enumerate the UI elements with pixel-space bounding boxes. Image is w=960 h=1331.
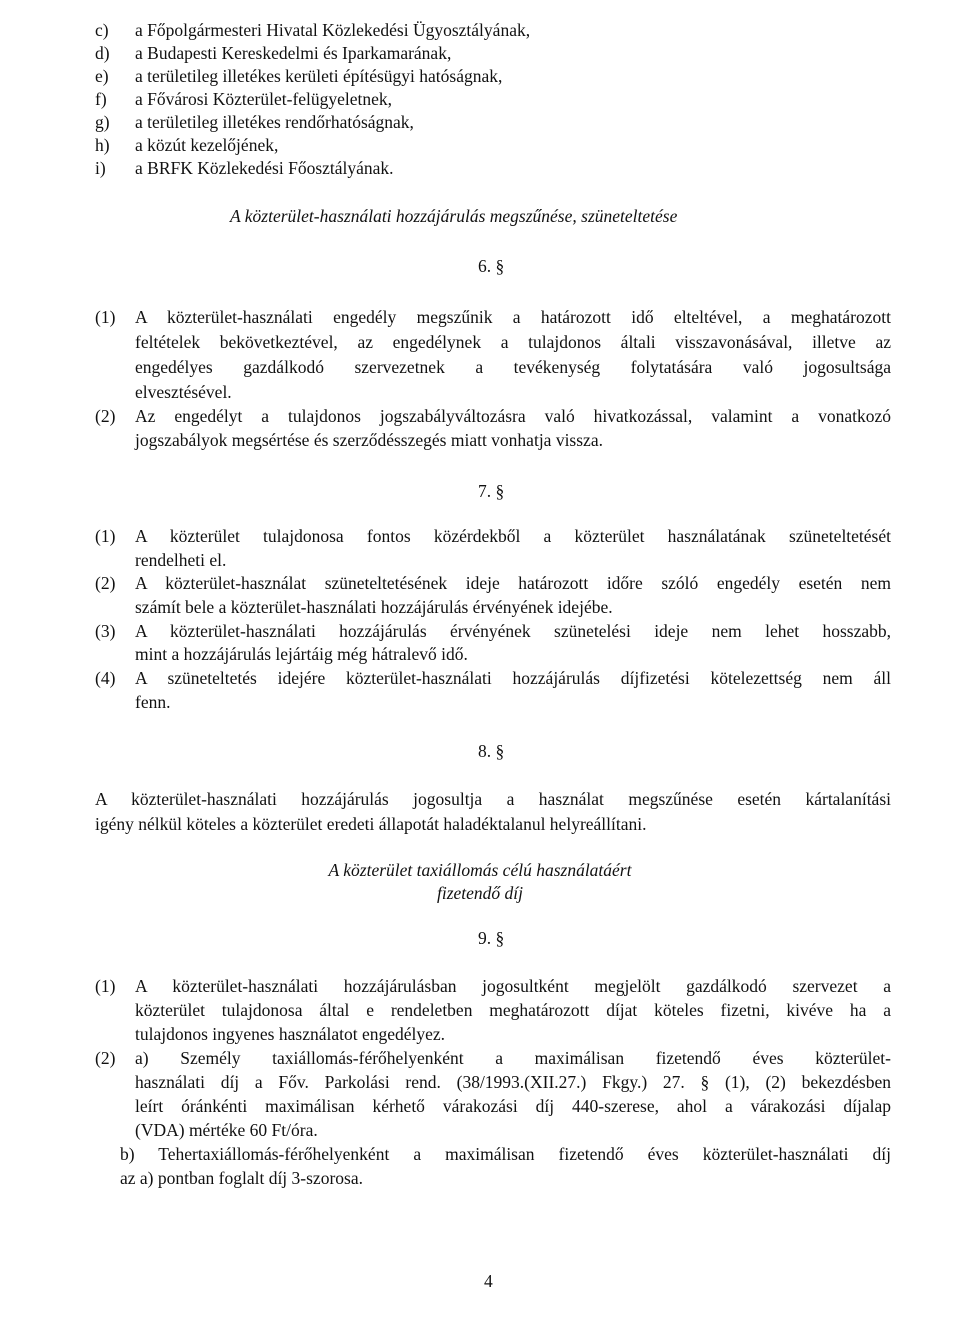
paragraph-marker: (1) bbox=[95, 976, 116, 996]
list-item-text: a területileg illetékes kerületi építésügyi hatóságnak, bbox=[135, 66, 503, 86]
list-item-text: a Fővárosi Közterület-felügyeletnek, bbox=[135, 89, 393, 109]
paragraph-line: A közterület-használati engedély megszűnik a határozott idő elteltével, a meghatározott bbox=[135, 307, 891, 327]
paragraph-line: a) Személy taxiállomás-férőhelyenként a maximálisan fizetendő éves közterület- bbox=[135, 1048, 891, 1068]
list-item-marker: i) bbox=[95, 158, 106, 178]
paragraph-line: elvesztésével. bbox=[135, 382, 232, 402]
paragraph-line: A közterület-használati hozzájárulásban jogosultként megjelölt gazdálkodó szervezet a bbox=[135, 976, 891, 996]
section-heading: A közterület taxiállomás célú használatáért bbox=[328, 860, 632, 880]
paragraph-line: A közterület tulajdonosa fontos közérdekből a közterület használatának szüneteltetését bbox=[135, 526, 891, 546]
paragraph-line: engedélyes gazdálkodó szervezetnek a tevékenység folytatására való jogosultsága bbox=[135, 357, 891, 377]
section-heading: A közterület-használati hozzájárulás megszűnése, szüneteltetése bbox=[230, 206, 678, 226]
list-item-text: a területileg illetékes rendőrhatóságnak, bbox=[135, 112, 414, 132]
paragraph-line: mint a hozzájárulás lejártáig még hátralevő idő. bbox=[135, 644, 468, 664]
paragraph-marker: (4) bbox=[95, 668, 116, 688]
paragraph-line: az a) pontban foglalt díj 3-szorosa. bbox=[120, 1168, 363, 1188]
paragraph-line: leírt óránkénti maximálisan kérhető várakozási díj 440-szerese, ahol a várakozási díjalap bbox=[135, 1096, 891, 1116]
section-number: 7. § bbox=[478, 481, 505, 501]
paragraph-line: igény nélkül köteles a közterület eredeti állapotát haladéktalanul helyreállítani. bbox=[95, 814, 647, 834]
list-item-marker: e) bbox=[95, 66, 109, 86]
list-item-marker: g) bbox=[95, 112, 110, 132]
list-item-text: a Budapesti Kereskedelmi és Iparkamarának, bbox=[135, 43, 452, 63]
paragraph-marker: (3) bbox=[95, 621, 116, 641]
paragraph-line: A közterület-használati hozzájárulás érvényének szünetelési ideje nem lehet hosszabb, bbox=[135, 621, 891, 641]
paragraph-line: Az engedélyt a tulajdonos jogszabályváltozásra való hivatkozással, valamint a vonatkozó bbox=[135, 406, 891, 426]
paragraph-line: tulajdonos ingyenes használatot engedélyez. bbox=[135, 1024, 446, 1044]
paragraph-line: feltételek bekövetkeztével, az engedélynek a tulajdonos általi visszavonásával, illetve az bbox=[135, 332, 891, 352]
section-number: 8. § bbox=[478, 741, 505, 761]
paragraph-line: A szüneteltetés idejére közterület-használati hozzájárulás díjfizetési kötelezettség nem áll bbox=[135, 668, 891, 688]
paragraph-line: A közterület-használati hozzájárulás jogosultja a használat megszűnése esetén kártalanítási bbox=[95, 789, 891, 809]
paragraph-line: számít bele a közterület-használati hozzájárulás érvényének idejébe. bbox=[135, 597, 613, 617]
list-item-text: a Főpolgármesteri Hivatal Közlekedési Ügyosztályának, bbox=[135, 20, 531, 40]
paragraph-marker: (1) bbox=[95, 307, 116, 327]
section-heading-continued: fizetendő díj bbox=[436, 883, 524, 903]
list-item-text: a BRFK Közlekedési Főosztályának. bbox=[135, 158, 394, 178]
list-item-marker: d) bbox=[95, 43, 110, 63]
list-item-marker: h) bbox=[95, 135, 110, 155]
list-item-text: a közút kezelőjének, bbox=[135, 135, 279, 155]
paragraph-line: rendelheti el. bbox=[135, 550, 227, 570]
paragraph-marker: (1) bbox=[95, 526, 116, 546]
paragraph-line: b) Tehertaxiállomás-férőhelyenként a maximálisan fizetendő éves közterület-használati díj bbox=[120, 1144, 891, 1164]
paragraph-line: (VDA) mértéke 60 Ft/óra. bbox=[135, 1120, 318, 1140]
paragraph-line: jogszabályok megsértése és szerződésszegés miatt vonhatja vissza. bbox=[135, 430, 603, 450]
paragraph-line: közterület tulajdonosa által e rendeletben meghatározott díjat köteles fizetni, kivéve ha a bbox=[135, 1000, 891, 1020]
paragraph-line: fenn. bbox=[135, 692, 171, 712]
list-item-marker: c) bbox=[95, 20, 109, 40]
section-number: 9. § bbox=[478, 928, 505, 948]
paragraph-marker: (2) bbox=[95, 406, 116, 426]
list-item-marker: f) bbox=[95, 89, 107, 109]
section-number: 6. § bbox=[478, 256, 505, 276]
page-number: 4 bbox=[484, 1271, 493, 1291]
paragraph-marker: (2) bbox=[95, 1048, 116, 1068]
paragraph-line: A közterület-használat szüneteltetésének ideje határozott időre szóló engedély esetén nem bbox=[135, 573, 891, 593]
paragraph-marker: (2) bbox=[95, 573, 116, 593]
paragraph-line: használati díj a Főv. Parkolási rend. (38/1993.(XII.27.) Fkgy.) 27. § (1), (2) bekezdésben bbox=[135, 1072, 891, 1092]
